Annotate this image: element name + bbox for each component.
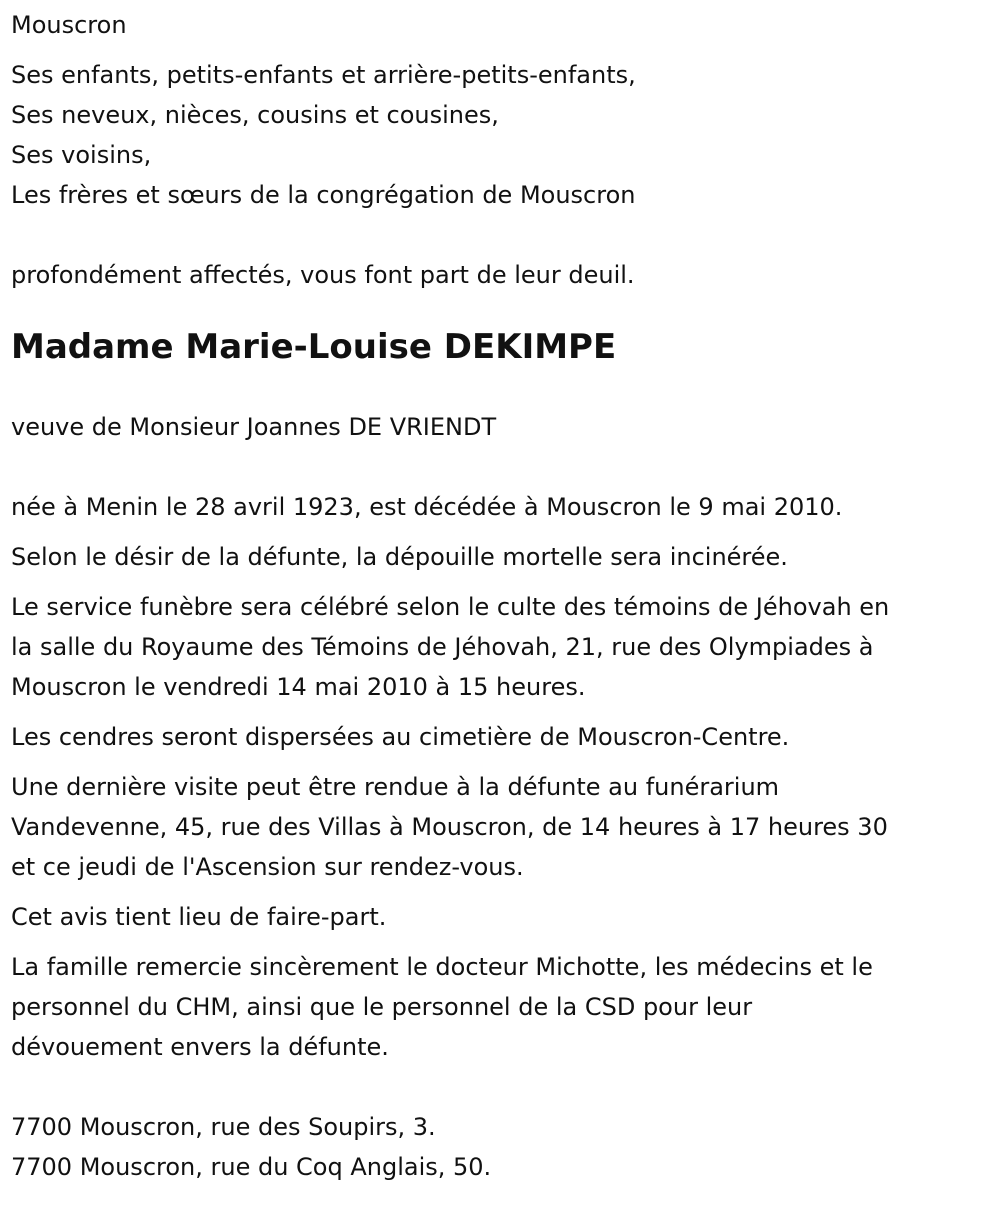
deceased-name: Madame Marie-Louise DEKIMPE xyxy=(11,327,617,367)
city-header: Mouscron xyxy=(11,11,127,39)
family-line: Ses enfants, petits-enfants et arrière-petits-enfants, xyxy=(11,61,636,89)
visit-line: Vandevenne, 45, rue des Villas à Mouscron, de 14 heures à 17 heures 30 xyxy=(11,813,888,841)
address-line: 7700 Mouscron, rue du Coq Anglais, 50. xyxy=(11,1153,492,1181)
family-line: Ses neveux, nièces, cousins et cousines, xyxy=(11,101,499,129)
family-line: Ses voisins, xyxy=(11,141,152,169)
visit-line: et ce jeudi de l'Ascension sur rendez-vous. xyxy=(11,853,524,881)
service-line: la salle du Royaume des Témoins de Jéhovah, 21, rue des Olympiades à xyxy=(11,633,874,661)
announcement-text: profondément affectés, vous font part de leur deuil. xyxy=(11,261,635,289)
addresses xyxy=(11,1107,991,1187)
family-list xyxy=(11,55,991,215)
notice-text: Cet avis tient lieu de faire-part. xyxy=(11,903,387,931)
service-line: Le service funèbre sera célébré selon le culte des témoins de Jéhovah en xyxy=(11,593,890,621)
spouse-text: veuve de Monsieur Joannes DE VRIENDT xyxy=(11,413,497,441)
service-line: Mouscron le vendredi 14 mai 2010 à 15 heures. xyxy=(11,673,586,701)
thanks-paragraph xyxy=(11,947,991,1067)
obituary-notice xyxy=(11,0,991,1187)
visit-line: Une dernière visite peut être rendue à la défunte au funérarium xyxy=(11,773,780,801)
family-line: Les frères et sœurs de la congrégation de Mouscron xyxy=(11,181,636,209)
birth-death-text: née à Menin le 28 avril 1923, est décédée à Mouscron le 9 mai 2010. xyxy=(11,493,843,521)
thanks-line: dévouement envers la défunte. xyxy=(11,1033,389,1061)
thanks-line: personnel du CHM, ainsi que le personnel de la CSD pour leur xyxy=(11,993,753,1021)
address-line: 7700 Mouscron, rue des Soupirs, 3. xyxy=(11,1113,436,1141)
cremation-text: Selon le désir de la défunte, la dépouille mortelle sera incinérée. xyxy=(11,543,788,571)
service-paragraph xyxy=(11,587,991,707)
ashes-text: Les cendres seront dispersées au cimetière de Mouscron-Centre. xyxy=(11,723,790,751)
thanks-line: La famille remercie sincèrement le docteur Michotte, les médecins et le xyxy=(11,953,873,981)
visit-paragraph xyxy=(11,767,991,887)
